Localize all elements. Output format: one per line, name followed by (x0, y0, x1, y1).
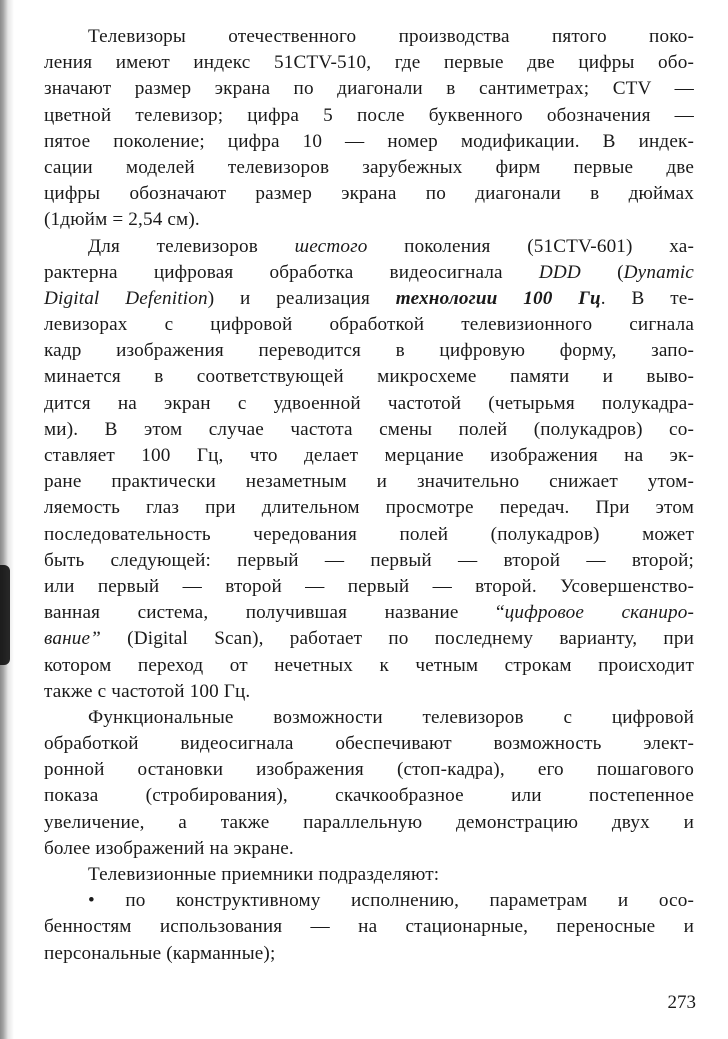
body-text (44, 24, 694, 967)
paragraph (44, 234, 694, 705)
text-line: цветной телевизор; цифра 5 после буквенного обозначения — (44, 104, 694, 126)
text-line: бенностям использования — на стационарные, переносные и (44, 916, 694, 938)
paragraph (44, 888, 694, 967)
text-span: поколения (51CTV-601) ха- (367, 235, 694, 257)
text-span: технологии 100 Гц (395, 287, 601, 309)
text-line: ронной остановки изображения (стоп-кадра), его пошагового (44, 759, 694, 781)
text-line: ми). В этом случае частота смены полей (полукадров) со- (44, 418, 694, 440)
text-span: ( (580, 261, 624, 283)
page-number: 273 (667, 992, 696, 1013)
text-span: ванная система, получившая название “ (44, 602, 505, 624)
text-span: цифровое сканиро- (504, 602, 694, 624)
text-line: показа (стробирования), скачкообразное или постепенное (44, 785, 694, 807)
paragraph (44, 705, 694, 862)
text-span: DDD (538, 261, 581, 283)
text-line: значают размер экрана по диагонали в сантиметрах; CTV — (44, 78, 694, 100)
text-line: • по конструктивному исполнению, параметрам и осо- (88, 890, 694, 912)
text-line: также с частотой 100 Гц. (44, 680, 251, 702)
text-line: пятое поколение; цифра 10 — номер модификации. В индек- (44, 130, 694, 152)
text-line: левизорах с цифровой обработкой телевизионного сигнала (44, 314, 694, 336)
text-span: Для телевизоров (88, 235, 295, 257)
text-line: дится на экран с удвоенной частотой (четырьмя полукадра- (44, 392, 694, 414)
text-line: (1дюйм = 2,54 см). (44, 209, 200, 231)
text-line: Функциональные возможности телевизоров с цифровой (88, 706, 694, 728)
text-line: Телевизионные приемники подразделяют: (88, 864, 440, 885)
text-line: сации моделей телевизоров зарубежных фирм первые две (44, 156, 694, 178)
scan-binding-shadow (0, 0, 14, 1039)
paragraph (44, 24, 694, 234)
text-span: Digital Defenition (44, 287, 208, 309)
text-line (44, 286, 694, 312)
text-span: Dynamic (623, 261, 694, 283)
text-line (44, 600, 694, 626)
text-line: увеличение, а также параллельную демонстрацию двух и (44, 811, 694, 833)
text-line (44, 260, 694, 286)
scan-binding-mark (0, 565, 10, 665)
text-line: ляемость глаз при длительном просмотре передач. При этом (44, 497, 694, 519)
text-line: ране практически незаметным и значительно снижает утом- (44, 471, 694, 493)
text-line: или первый — второй — первый — второй. Усовершенство- (44, 575, 694, 597)
text-line (44, 234, 694, 260)
text-line: Телевизоры отечественного производства пятого поко- (88, 26, 694, 47)
text-line: персональные (карманные); (44, 942, 276, 964)
text-line: ления имеют индекс 51CTV-510, где первые две цифры обо- (44, 52, 694, 74)
text-line: более изображений на экране. (44, 837, 294, 859)
text-span: . В те- (600, 287, 694, 309)
text-line: цифры обозначают размер экрана по диагонали в дюймах (44, 183, 694, 205)
text-span: ) и реализация (207, 287, 396, 309)
text-span: вание” (44, 628, 101, 650)
text-line: минается в соответствующей микросхеме памяти и выво- (44, 366, 694, 388)
text-line: быть следующей: первый — первый — второй — второй; (44, 549, 694, 571)
text-line (44, 626, 694, 652)
text-span: (Digital Scan), работает по последнему варианту, при (101, 628, 694, 650)
paragraph (44, 862, 694, 888)
text-line: последовательность чередования полей (полукадров) может (44, 523, 694, 545)
text-line: обработкой видеосигнала обеспечивают возможность элект- (44, 733, 694, 755)
text-line: ставляет 100 Гц, что делает мерцание изображения на эк- (44, 445, 694, 466)
text-line: котором переход от нечетных к четным строкам происходит (44, 654, 694, 676)
text-span: шестого (294, 235, 368, 257)
text-span: рактерна цифровая обработка видеосигнала (44, 261, 539, 283)
text-line: кадр изображения переводится в цифровую форму, запо- (44, 340, 694, 362)
